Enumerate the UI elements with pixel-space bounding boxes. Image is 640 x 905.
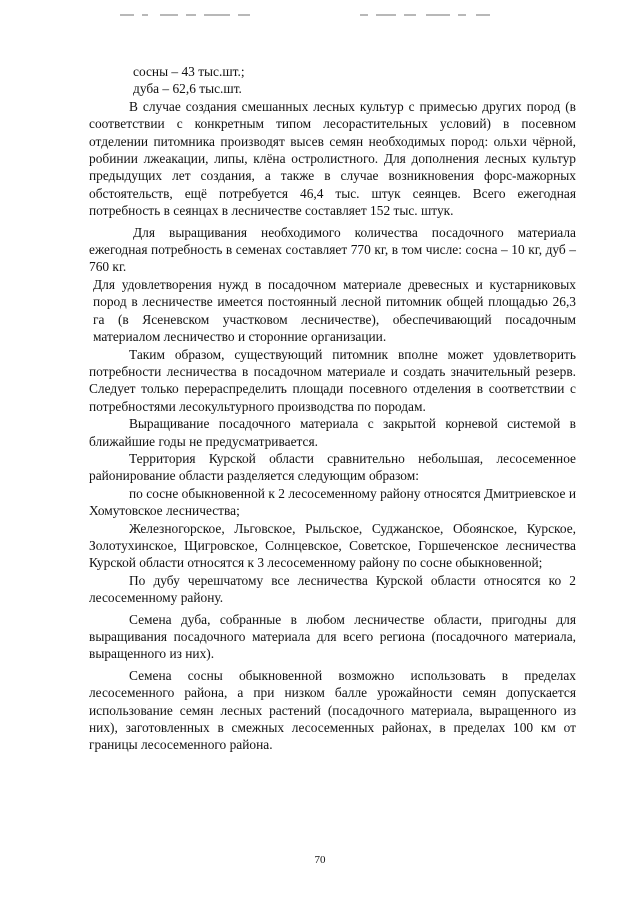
document-body [89,63,576,754]
page-number: 70 [314,854,326,866]
paragraph-nursery: Для удовлетворения нужд в посадочном материале древесных и кустарниковых пород в лесничестве имеется постоянный лесной питомник общей площадью 26,3 га (в Ясеневском участковом лесничестве), обеспечивающий посадочным материалом лесничество и сторонние организации. [93,276,576,345]
paragraph-pine-seedlings: сосны – 43 тыс.шт.; [133,64,245,79]
scan-header-artifact [120,14,540,20]
paragraph-mixed-cultures: В случае создания смешанных лесных культур с примесью других пород (в соответствии с конкретным типом лесорастительных условий) в посевном отделении питомника производят высев семян необходимых пород: ольхи чёрной, робинии лжеакации, липы, клёна остролистного. Для дополнения лесных культур предыдущих лет создания, а также в случае возникновения форс-мажорных обстоятельств, ещё потребуется 46,4 тыс. штук сеянцев. Всего ежегодная потребность в сеянцах в лесничестве составляет 152 тыс. штук. [89,98,576,219]
paragraph-oak-seedlings: дуба – 62,6 тыс.шт. [133,81,242,97]
paragraph-oak-seeds: Семена дуба, собранные в любом лесничестве области, пригодны для выращивания посадочного материала для всего региона (посадочного материала, выращенного из них). [89,611,576,662]
paragraph-conclusion: Таким образом, существующий питомник вполне может удовлетворить потребности лесничества в посадочном материале и создать значительный резерв. Следует только перераспределить площади посевного отделения в соответствии с потребностями лесокультурного производства по породам. [89,346,576,414]
paragraph-zoning-intro: Территория Курской области сравнительно небольшая, лесосеменное районирование области разделяется следующим образом: [89,450,576,484]
paragraph-oak-zone: По дубу черешчатому все лесничества Курской области относятся ко 2 лесосеменному району. [89,572,576,606]
paragraph-zone-2-pine: по сосне обыкновенной к 2 лесосеменному району относятся Дмитриевское и Хомутовское лесничества; [89,485,576,519]
paragraph-pine-seeds: Семена сосны обыкновенной возможно использовать в пределах лесосеменного района, а при низком балле урожайности семян допускается использование семян лесных растений (посадочного материала, выращенного из них), заготовленных в смежных лесосеменных районах, в пределах 100 км от границы лесосеменного района. [89,667,576,753]
paragraph-zone-3-pine: Железногорское, Льговское, Рыльское, Суджанское, Обоянское, Курское, Золотухинское, Щигровское, Солнцевское, Советское, Горшеченское лесничества Курской области относятся к 3 лесосеменному району по сосне обыкновенной; [89,520,576,571]
paragraph-seed-requirement: Для выращивания необходимого количества посадочного материала ежегодная потребность в семенах составляет 770 кг, в том числе: сосна – 10 кг, дуб – 760 кг. [89,224,576,275]
paragraph-closed-root: Выращивание посадочного материала с закрытой корневой системой в ближайшие годы не предусматривается. [89,416,576,449]
